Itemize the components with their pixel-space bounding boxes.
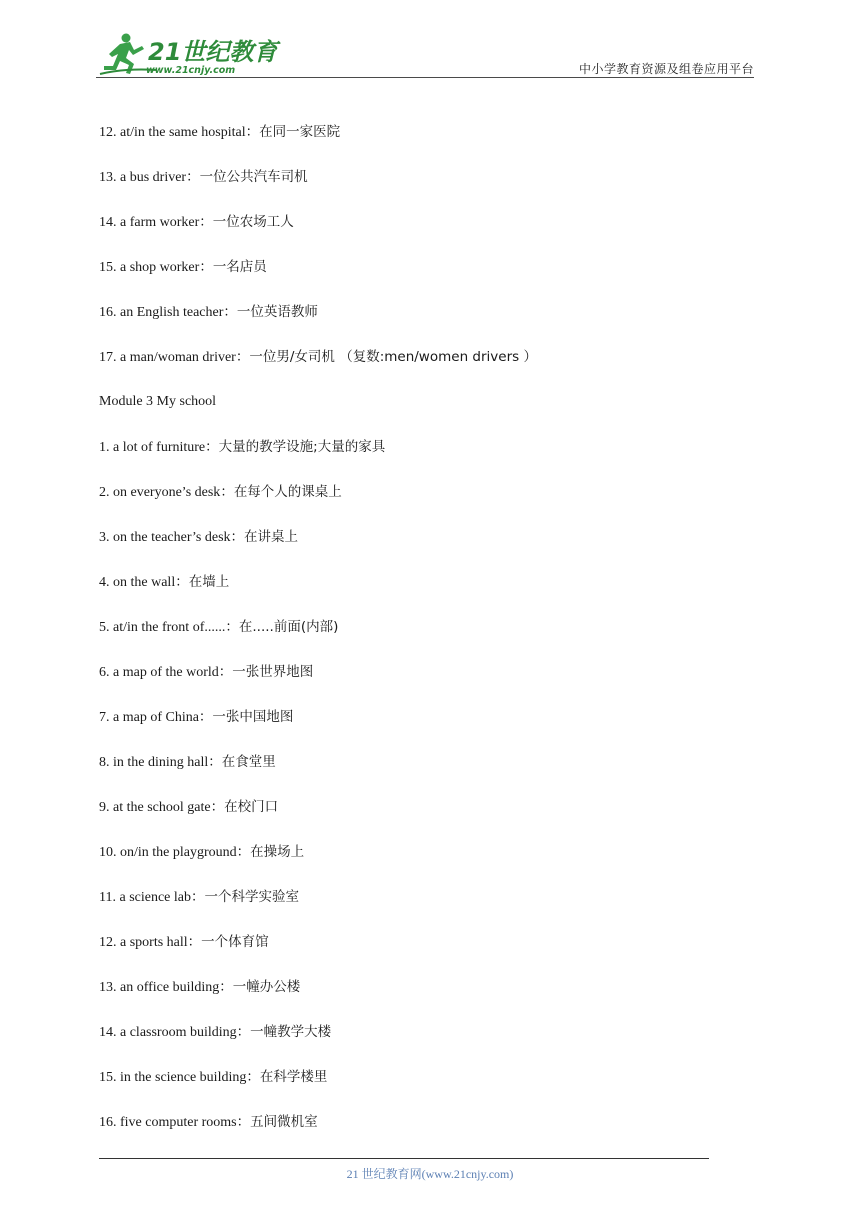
platform-name: 中小学教育资源及组卷应用平台 xyxy=(578,62,754,76)
phrase-chinese: 在.....前面(内部) xyxy=(238,619,339,635)
phrase-chinese: 在校门口 xyxy=(224,799,279,815)
phrase-english: 13. an office building xyxy=(99,980,220,995)
phrase-chinese: 一位农场工人 xyxy=(212,214,294,230)
phrase-separator: ： xyxy=(199,259,213,275)
phrase-english: 15. a shop worker xyxy=(99,260,200,275)
phrase-english: 15. in the science building xyxy=(99,1070,247,1085)
phrase-english: 17. a man/woman driver xyxy=(99,350,236,365)
phrase-chinese: 一个体育馆 xyxy=(201,934,269,950)
vocabulary-list xyxy=(99,122,759,1157)
runner-icon xyxy=(104,34,144,75)
svg-text:21世纪教育: 21世纪教育 xyxy=(148,38,278,66)
phrase-english: 2. on everyone’s desk xyxy=(99,485,221,500)
phrase-item xyxy=(99,887,759,932)
phrase-english: 12. at/in the same hospital xyxy=(99,125,246,140)
phrase-chinese: 一位公共汽车司机 xyxy=(199,169,308,185)
page-header xyxy=(0,0,860,90)
phrase-separator: ： xyxy=(220,484,234,500)
phrase-item xyxy=(99,167,759,212)
phrase-item xyxy=(99,257,759,302)
phrase-chinese: 一张世界地图 xyxy=(232,664,314,680)
phrase-item xyxy=(99,707,759,752)
phrase-chinese: 五间微机室 xyxy=(250,1114,318,1130)
phrase-item xyxy=(99,347,759,392)
phrase-chinese: 一个科学实验室 xyxy=(204,889,299,905)
logo-graphic xyxy=(96,30,278,78)
phrase-english: 16. five computer rooms xyxy=(99,1115,237,1130)
phrase-separator: ： xyxy=(199,214,213,230)
phrase-item xyxy=(99,527,759,572)
phrase-separator: ： xyxy=(175,574,189,590)
phrase-item xyxy=(99,662,759,707)
phrase-separator: ： xyxy=(218,664,233,680)
phrase-english: 9. at the school gate xyxy=(99,800,211,815)
phrase-english: 12. a sports hall xyxy=(99,935,188,950)
phrase-chinese: 在每个人的课桌上 xyxy=(233,484,342,500)
phrase-chinese: 在讲桌上 xyxy=(244,529,299,545)
phrase-english: Module 3 My school xyxy=(99,394,217,409)
phrase-item xyxy=(99,842,759,887)
phrase-english: 5. at/in the front of...... xyxy=(99,620,226,635)
phrase-item xyxy=(99,437,759,482)
phrase-separator: ： xyxy=(246,1069,260,1085)
phrase-separator: ： xyxy=(198,709,213,725)
phrase-separator: ： xyxy=(236,1114,251,1130)
phrase-item xyxy=(99,212,759,257)
phrase-chinese: 一名店员 xyxy=(212,259,267,275)
phrase-chinese: 在食堂里 xyxy=(221,754,276,770)
phrase-chinese: 一张中国地图 xyxy=(212,709,294,725)
phrase-separator: ： xyxy=(245,124,260,140)
phrase-english: 6. a map of the world xyxy=(99,665,219,680)
phrase-item xyxy=(99,932,759,977)
phrase-english: 14. a classroom building xyxy=(99,1025,237,1040)
phrase-item xyxy=(99,1112,759,1157)
phrase-separator: ： xyxy=(230,529,245,545)
phrase-english: 16. an English teacher xyxy=(99,305,224,320)
phrase-english: 8. in the dining hall xyxy=(99,755,209,770)
phrase-chinese: 一幢办公楼 xyxy=(232,979,301,995)
phrase-chinese: 在科学楼里 xyxy=(259,1069,328,1085)
footer-divider xyxy=(99,1158,709,1159)
phrase-separator: ： xyxy=(191,889,205,905)
phrase-item xyxy=(99,122,759,167)
phrase-separator: ： xyxy=(223,304,237,320)
phrase-english: 1. a lot of furniture xyxy=(99,440,206,455)
phrase-chinese: 一幢教学大楼 xyxy=(250,1024,332,1040)
phrase-english: 13. a bus driver xyxy=(99,170,187,185)
phrase-chinese: 大量的教学设施;大量的家具 xyxy=(218,439,386,455)
phrase-chinese: 在墙上 xyxy=(188,574,230,590)
site-logo xyxy=(96,30,278,78)
phrase-english: 3. on the teacher’s desk xyxy=(99,530,231,545)
phrase-item xyxy=(99,977,759,1022)
phrase-item xyxy=(99,1022,759,1067)
phrase-item xyxy=(99,617,759,662)
phrase-separator: ： xyxy=(236,844,251,860)
phrase-separator: ： xyxy=(225,619,239,635)
phrase-chinese: 一位男/女司机 （复数:men/women drivers ） xyxy=(249,349,537,365)
phrase-item xyxy=(99,572,759,617)
section-heading xyxy=(99,392,759,437)
phrase-chinese: 在操场上 xyxy=(250,844,305,860)
phrase-separator: ： xyxy=(210,799,225,815)
phrase-chinese: 一位英语教师 xyxy=(236,304,318,320)
phrase-separator: ： xyxy=(205,439,219,455)
phrase-item xyxy=(99,752,759,797)
phrase-item xyxy=(99,1067,759,1112)
phrase-english: 14. a farm worker xyxy=(99,215,200,230)
phrase-separator: ： xyxy=(208,754,222,770)
header-divider xyxy=(96,77,754,78)
phrase-separator: ： xyxy=(219,979,233,995)
phrase-separator: ： xyxy=(236,1024,251,1040)
svg-text:www.21cnjy.com: www.21cnjy.com xyxy=(146,65,236,76)
phrase-english: 7. a map of China xyxy=(99,710,199,725)
phrase-separator: ： xyxy=(187,934,202,950)
phrase-english: 11. a science lab xyxy=(99,890,191,905)
phrase-item xyxy=(99,797,759,842)
phrase-english: 10. on/in the playground xyxy=(99,845,237,860)
phrase-item xyxy=(99,302,759,347)
phrase-separator: ： xyxy=(235,349,250,365)
phrase-chinese: 在同一家医院 xyxy=(259,124,341,140)
footer-source: 21 世纪教育网(www.21cnjy.com) xyxy=(346,1167,514,1181)
phrase-english: 4. on the wall xyxy=(99,575,176,590)
phrase-item xyxy=(99,482,759,527)
phrase-separator: ： xyxy=(186,169,200,185)
